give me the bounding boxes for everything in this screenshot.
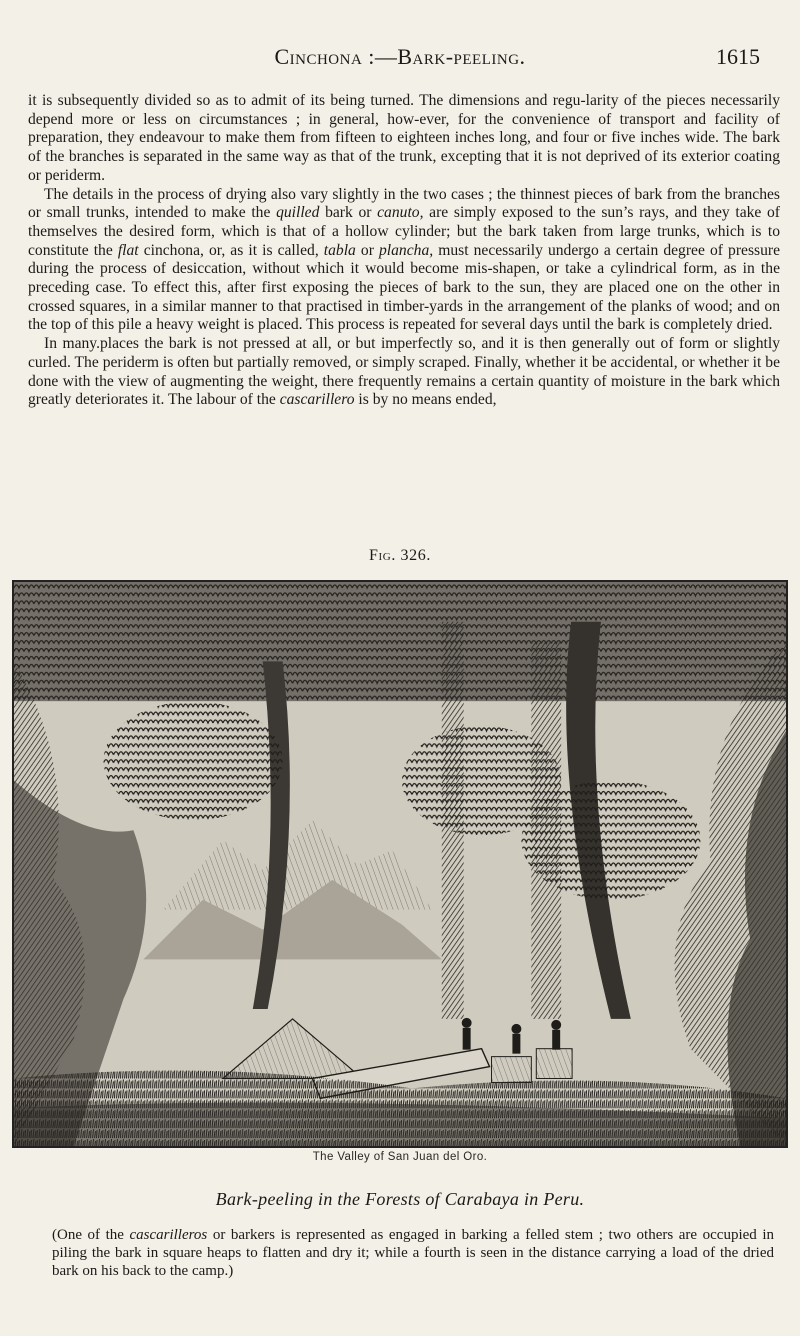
body-text [28,92,780,410]
text-span: are simply exposed to the sun’s rays, and they take of themselves the desired form, which is that of a hollow cylinder; but the bark taken from large trunks, which is to constitute the [28,204,781,259]
text-span: or barkers is represented as engaged in barking a felled stem ; two others are occupied in piling the bark in square heaps to flatten and dry it; while a fourth is seen in the distance carrying a load of the dried bark on his back to the camp.) [52,1227,774,1279]
text-span: In many.places the bark is not pressed at all, or but imperfectly so, and it is then generally out of form or slightly curled. The periderm is often but partially removed, or simply scraped. Finally, whether it be accidental, or whether it be done with the view of augmenting the weight, there frequently remains a certain quantity of moisture in the bark which greatly deteriorates it. The labour of the [28,335,780,409]
italic-term: quilled [276,204,320,222]
text-span: must necessarily undergo a certain degree of pressure during the process of desiccation, without which it would become mis-shapen, or take a cylindrical form, as in the preceding case. To effect this, after first exposing the pieces of bark to the sun, they are placed one on the other in crossed squares, in a similar manner to that practised in timber-yards in the arrangement of the planks of wood; and on the top of this pile a heavy weight is placed. This process is repeated for several days until the bark is completely dried. [28,241,780,334]
paragraph-2 [28,186,780,336]
figure-label: Fig. 326. [369,547,431,564]
paragraph-1: it is subsequently divided so as to admit of its being turned. The dimensions and regu-larity of the pieces necessarily depend more or less on circumstances ; in general, how-ever, for the convenience of transport and facility of preparation, they endeavour to make them from fifteen to eighteen inches long, and four or five inches wide. The bark of the branches is separated in the same way as that of the trunk, excepting that it is not deprived of its exterior coating or periderm. [28,92,780,184]
italic-term: cascarillero [279,391,355,409]
figure-inset-caption: The Valley of San Juan del Oro. [312,1151,488,1163]
text-span: or [355,241,379,259]
figure-note [52,1226,774,1280]
text-span: is by no means ended, [354,391,497,409]
text-span: The details in the process of drying also vary slightly in the two cases ; the thinnest pieces of bark from the branches or small trunks, intended to make the [28,185,780,222]
italic-term: tabla [323,241,356,259]
italic-term: cascarilleros [129,1227,208,1243]
italic-term: canuto, [377,204,424,222]
engraving-illustration [12,580,788,1148]
page-number: 1615 [716,44,760,69]
bark-heap [492,1057,532,1083]
running-head: Cinchona :—Bark-peeling. [274,44,526,69]
text-span: (One of the [52,1227,130,1243]
italic-term: plancha, [379,241,434,259]
paragraph-3 [28,335,780,410]
text-span: cinchona, or, as it is called, [138,241,324,259]
forest-engraving [14,582,786,1146]
italic-term: flat [117,241,139,259]
figure-title: Bark-peeling in the Forests of Carabaya in Peru. [215,1189,585,1209]
text-span: bark or [319,204,378,222]
